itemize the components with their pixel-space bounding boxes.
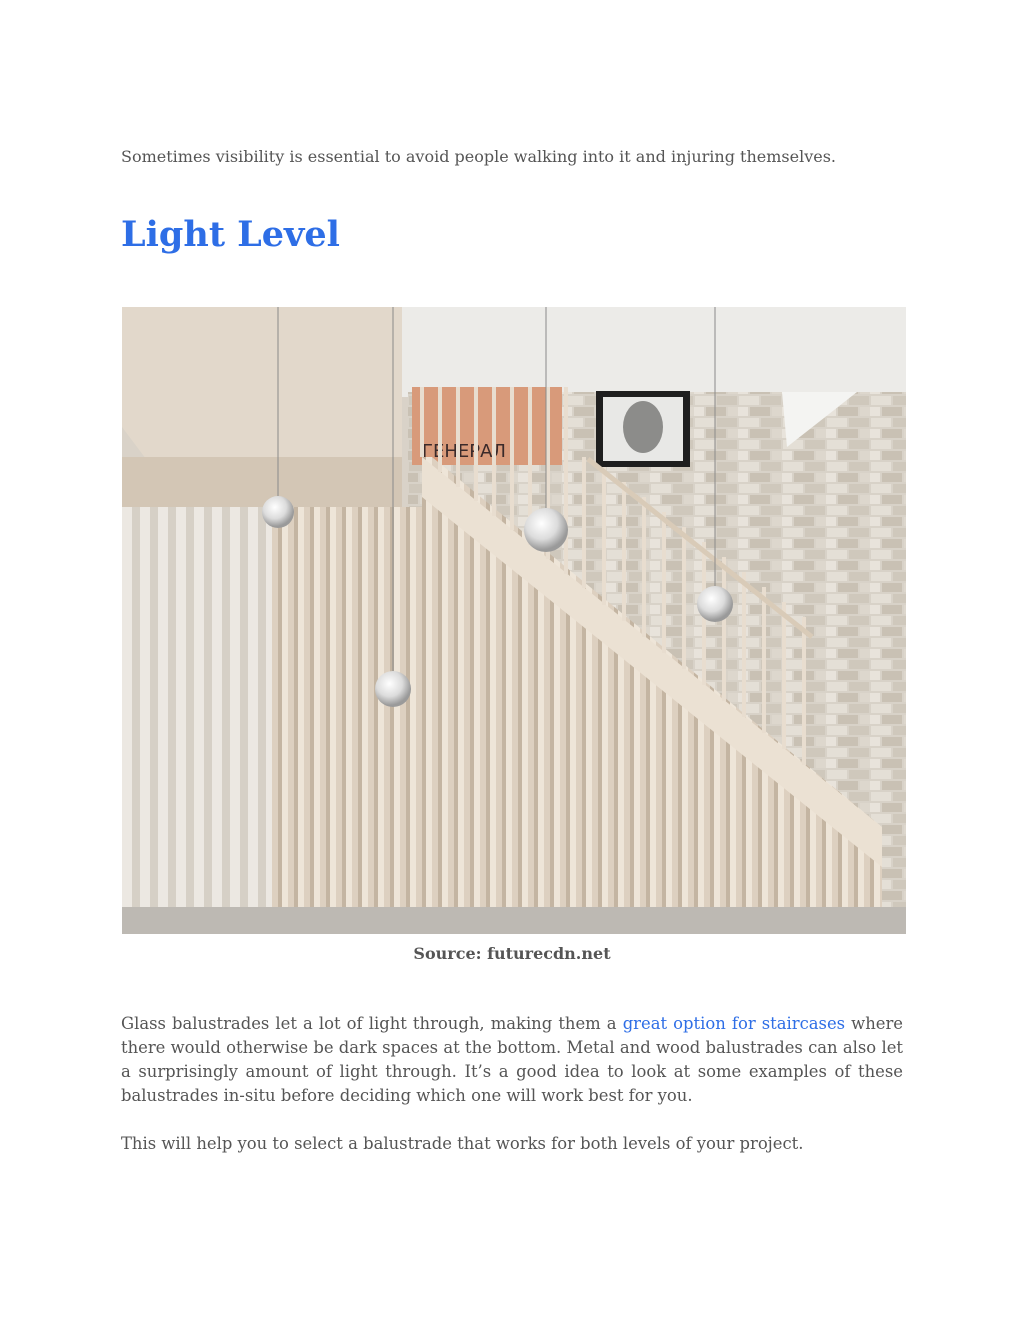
paragraph-1-text-end: where there would otherwise be dark spaces at the bottom. Metal and wood balustrades can also let a surprisingly amount of light through. It’s a good idea to look at some examples of these balustrades in-situ before deciding which one will work best for you.: [121, 1014, 903, 1105]
section-heading: Light Level: [121, 214, 340, 255]
staircase-photo: [122, 307, 906, 934]
body-paragraph-2: This will help you to select a balustrade that works for both levels of your project.: [121, 1134, 804, 1153]
intro-paragraph: Sometimes visibility is essential to avoid people walking into it and injuring themselves.: [121, 147, 837, 166]
staircases-link[interactable]: great option for staircases: [622, 1014, 846, 1033]
paragraph-1-text-start: Glass balustrades let a lot of light through, making them a: [121, 1014, 623, 1033]
body-paragraph-1: [121, 1012, 903, 1108]
figure-caption: Source: futurecdn.net: [413, 944, 611, 963]
poster-text: ГЕНЕРАЛ: [422, 441, 506, 462]
